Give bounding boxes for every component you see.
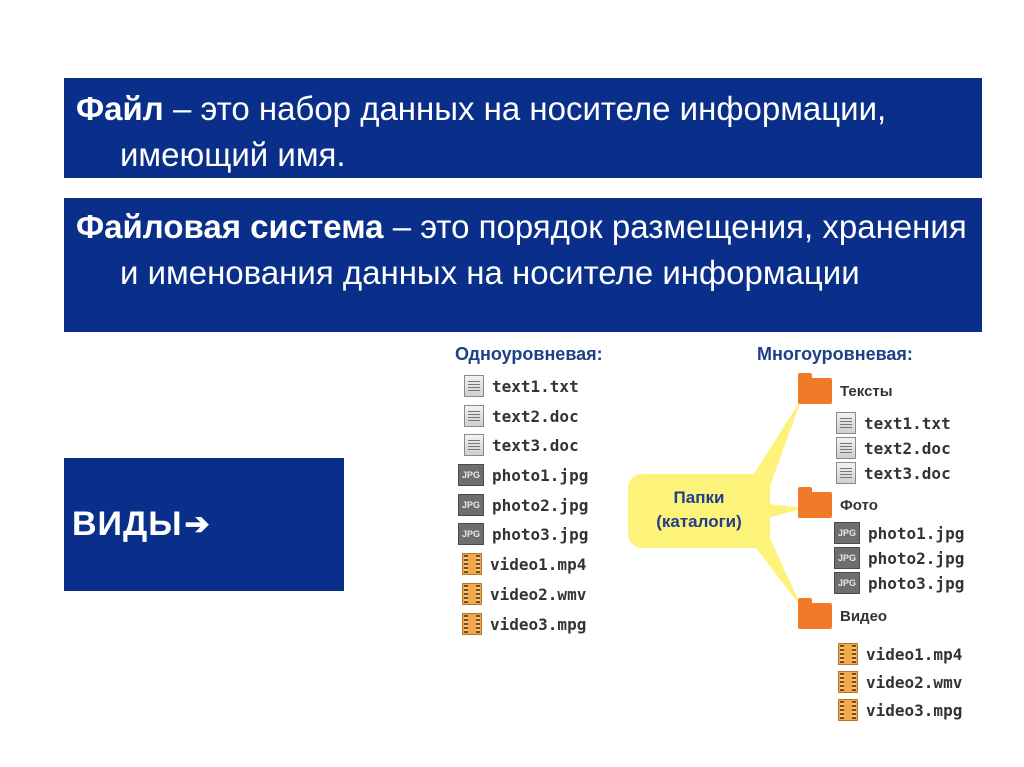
file-term: Файл xyxy=(76,90,164,127)
callout-line1: Папки xyxy=(673,488,725,507)
file-definition-text: – это набор данных на носителе информации, имеющий имя. xyxy=(120,90,887,173)
single-file-item: text3.doc xyxy=(464,433,579,457)
folder-icon xyxy=(798,492,832,518)
video-icon xyxy=(462,583,482,605)
jpg-icon: JPG xyxy=(834,572,860,594)
single-file-item: JPG photo1.jpg xyxy=(458,463,588,487)
tree-file-item: video3.mpg xyxy=(838,698,962,722)
folder-photo: Фото xyxy=(798,492,878,518)
doc-icon xyxy=(464,375,484,397)
tree-file-item: JPG photo2.jpg xyxy=(834,546,964,570)
tree-file-item: JPG photo1.jpg xyxy=(834,521,964,545)
tree-file-item: video2.wmv xyxy=(838,670,962,694)
jpg-icon: JPG xyxy=(458,494,484,516)
folders-callout xyxy=(628,474,770,548)
jpg-icon: JPG xyxy=(458,464,484,486)
folder-icon xyxy=(798,603,832,629)
doc-icon xyxy=(464,434,484,456)
single-level-title: Одноуровневая: xyxy=(455,344,603,364)
doc-icon xyxy=(464,405,484,427)
single-file-item: video3.mpg xyxy=(462,612,586,636)
jpg-icon: JPG xyxy=(834,522,860,544)
multi-level-title: Многоуровневая: xyxy=(757,344,913,364)
doc-icon xyxy=(836,462,856,484)
single-file-item: video2.wmv xyxy=(462,582,586,606)
pointer-texts xyxy=(750,398,802,486)
single-file-item: text1.txt xyxy=(464,374,579,398)
folder-video: Видео xyxy=(798,603,887,629)
types-label: ВИДЫ xyxy=(72,505,183,543)
folder-icon xyxy=(798,378,832,404)
video-icon xyxy=(838,671,858,693)
folder-texts: Тексты xyxy=(798,378,893,404)
tree-file-item: text2.doc xyxy=(836,436,951,460)
video-icon xyxy=(462,613,482,635)
single-file-item: text2.doc xyxy=(464,404,579,428)
callout-line2: (каталоги) xyxy=(656,512,742,531)
single-file-item: video1.mp4 xyxy=(462,552,586,576)
video-icon xyxy=(462,553,482,575)
doc-icon xyxy=(836,412,856,434)
tree-file-item: video1.mp4 xyxy=(838,642,962,666)
video-icon xyxy=(838,699,858,721)
filesystem-term: Файловая система xyxy=(76,208,384,245)
video-icon xyxy=(838,643,858,665)
arrow-right-icon: ➔ xyxy=(184,508,210,541)
doc-icon xyxy=(836,437,856,459)
single-file-item: JPG photo2.jpg xyxy=(458,493,588,517)
filesystem-definition-text: – это порядок размещения, хранения и именования данных на носителе информации xyxy=(120,208,967,291)
single-file-item: JPG photo3.jpg xyxy=(458,522,588,546)
tree-file-item: text3.doc xyxy=(836,461,951,485)
tree-file-item: text1.txt xyxy=(836,411,951,435)
jpg-icon: JPG xyxy=(458,523,484,545)
jpg-icon: JPG xyxy=(834,547,860,569)
tree-file-item: JPG photo3.jpg xyxy=(834,571,964,595)
